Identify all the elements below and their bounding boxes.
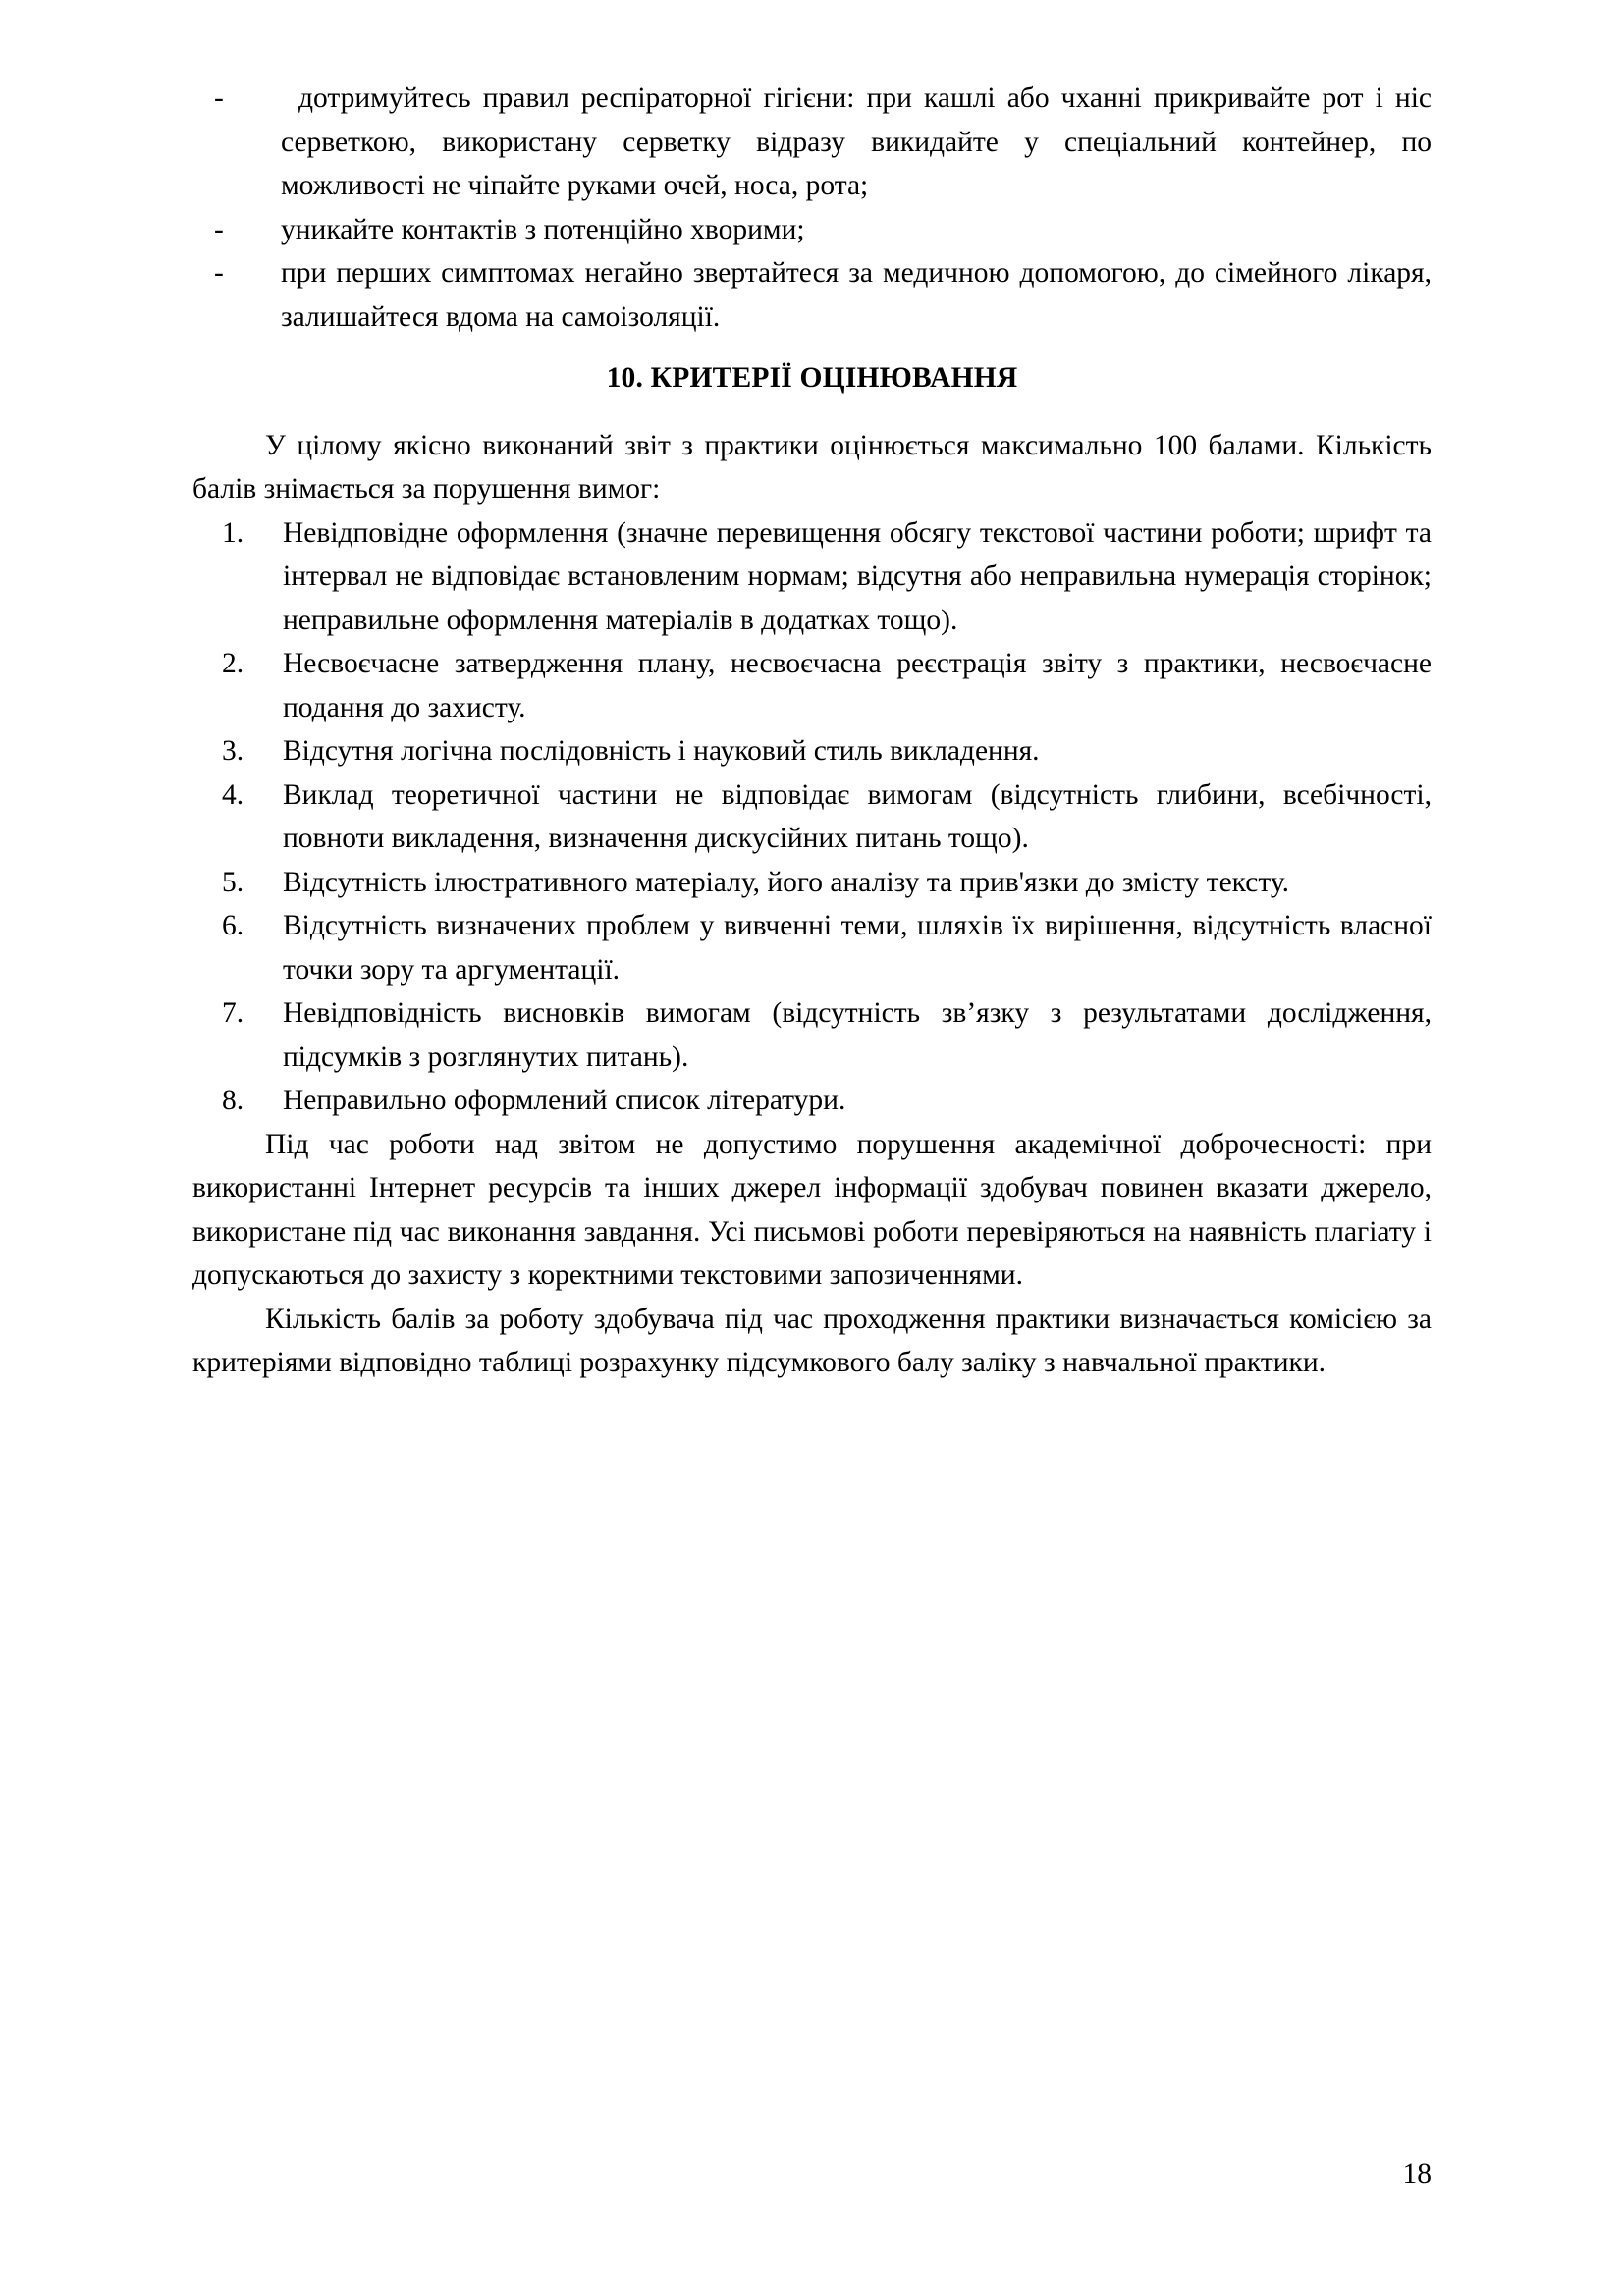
table-row xyxy=(192,729,1432,774)
list-item-number: 1. xyxy=(222,516,244,549)
list-item-text: Виклад теоретичної частини не відповідає вимогам (відсутність глибини, всебічності, повноти викладення, визначення дискусійних питань тощо). xyxy=(283,778,1432,854)
list-item-number: 5. xyxy=(222,866,244,898)
table-row xyxy=(192,991,1432,1079)
list-item-text: Відсутність ілюстративного матеріалу, його аналізу та прив'язки до змісту тексту. xyxy=(283,866,1290,898)
list-item-text: Невідповідність висновків вимогам (відсутність зв’язку з результатами дослідження, підсумків з розглянутих питань). xyxy=(283,997,1432,1073)
list-item-text: дотримуйтесь правил респіраторної гігієни: при кашлі або чханні прикривайте рот і ніс серветкою, використану серветку відразу викидайте у спеціальний контейнер, по можливості не чіпайте руками очей, носа, рота; xyxy=(281,82,1432,201)
list-item-text: при перших симптомах негайно звертайтеся за медичною допомогою, до сімейного лікаря, залишайтеся вдома на самоізоляції. xyxy=(281,257,1432,333)
list-item-text: уникайте контактів з потенційно хворими; xyxy=(281,213,805,245)
list-item-number: 3. xyxy=(222,735,244,767)
list-item xyxy=(192,208,1432,252)
precaution-list xyxy=(192,77,1432,339)
list-item-number: 6. xyxy=(222,910,244,941)
list-item xyxy=(192,251,1432,339)
list-item-text: Несвоєчасне затвердження плану, несвоєчасна реєстрація звіту з практики, несвоєчасне подання до захисту. xyxy=(283,648,1432,723)
list-item-number: 4. xyxy=(222,778,244,811)
table-row xyxy=(192,1079,1432,1123)
closing-paragraph-scoring: Кількість балів за роботу здобувача під час проходження практики визначається комісією за критеріями відповідно таблиці розрахунку підсумкового балу заліку з навчальної практики. xyxy=(192,1303,1432,1378)
table-row xyxy=(192,511,1432,643)
page-number: 18 xyxy=(1402,2159,1432,2190)
list-item xyxy=(192,77,1432,208)
list-item-text: Неправильно оформлений список літератури. xyxy=(283,1085,846,1116)
table-row xyxy=(192,861,1432,905)
closing-paragraph-academic-integrity: Під час роботи над звітом не допустимо порушення академічної доброчесності: при використанні Інтернет ресурсів та інших джерел інформації здобувач повинен вказати джерело, використане під час виконання завдання. Усі письмові роботи перевіряються на наявність плагіату і допускаються до захисту з коректними текстовими запозиченнями. xyxy=(192,1128,1432,1291)
page-content xyxy=(192,77,1432,1385)
table-row xyxy=(192,642,1432,729)
dash-bullet-icon: - xyxy=(214,257,224,289)
section-heading: 10. КРИТЕРІЇ ОЦІНЮВАННЯ xyxy=(606,362,1018,394)
dash-bullet-icon: - xyxy=(214,213,224,245)
table-row xyxy=(192,904,1432,991)
list-item-number: 2. xyxy=(222,648,244,679)
criteria-list xyxy=(192,511,1432,1123)
list-item-number: 8. xyxy=(222,1085,244,1116)
list-item-text: Відсутня логічна послідовність і науковий стиль викладення. xyxy=(283,735,1040,767)
list-item-text: Відсутність визначених проблем у вивченні теми, шляхів їх вирішення, відсутність власної точки зору та аргументації. xyxy=(283,910,1432,986)
list-item-text: Невідповідне оформлення (значне перевищення обсягу текстової частини роботи; шрифт та інтервал не відповідає встановленим нормам; відсутня або неправильна нумерація сторінок; неправильне оформлення матеріалів в додатках тощо). xyxy=(283,516,1432,636)
table-row xyxy=(192,774,1432,861)
intro-paragraph: У цілому якісно виконаний звіт з практики оцінюється максимально 100 балами. Кількість балів знімається за порушення вимог: xyxy=(192,429,1432,505)
dash-bullet-icon: - xyxy=(214,82,224,114)
list-item-number: 7. xyxy=(222,997,244,1029)
